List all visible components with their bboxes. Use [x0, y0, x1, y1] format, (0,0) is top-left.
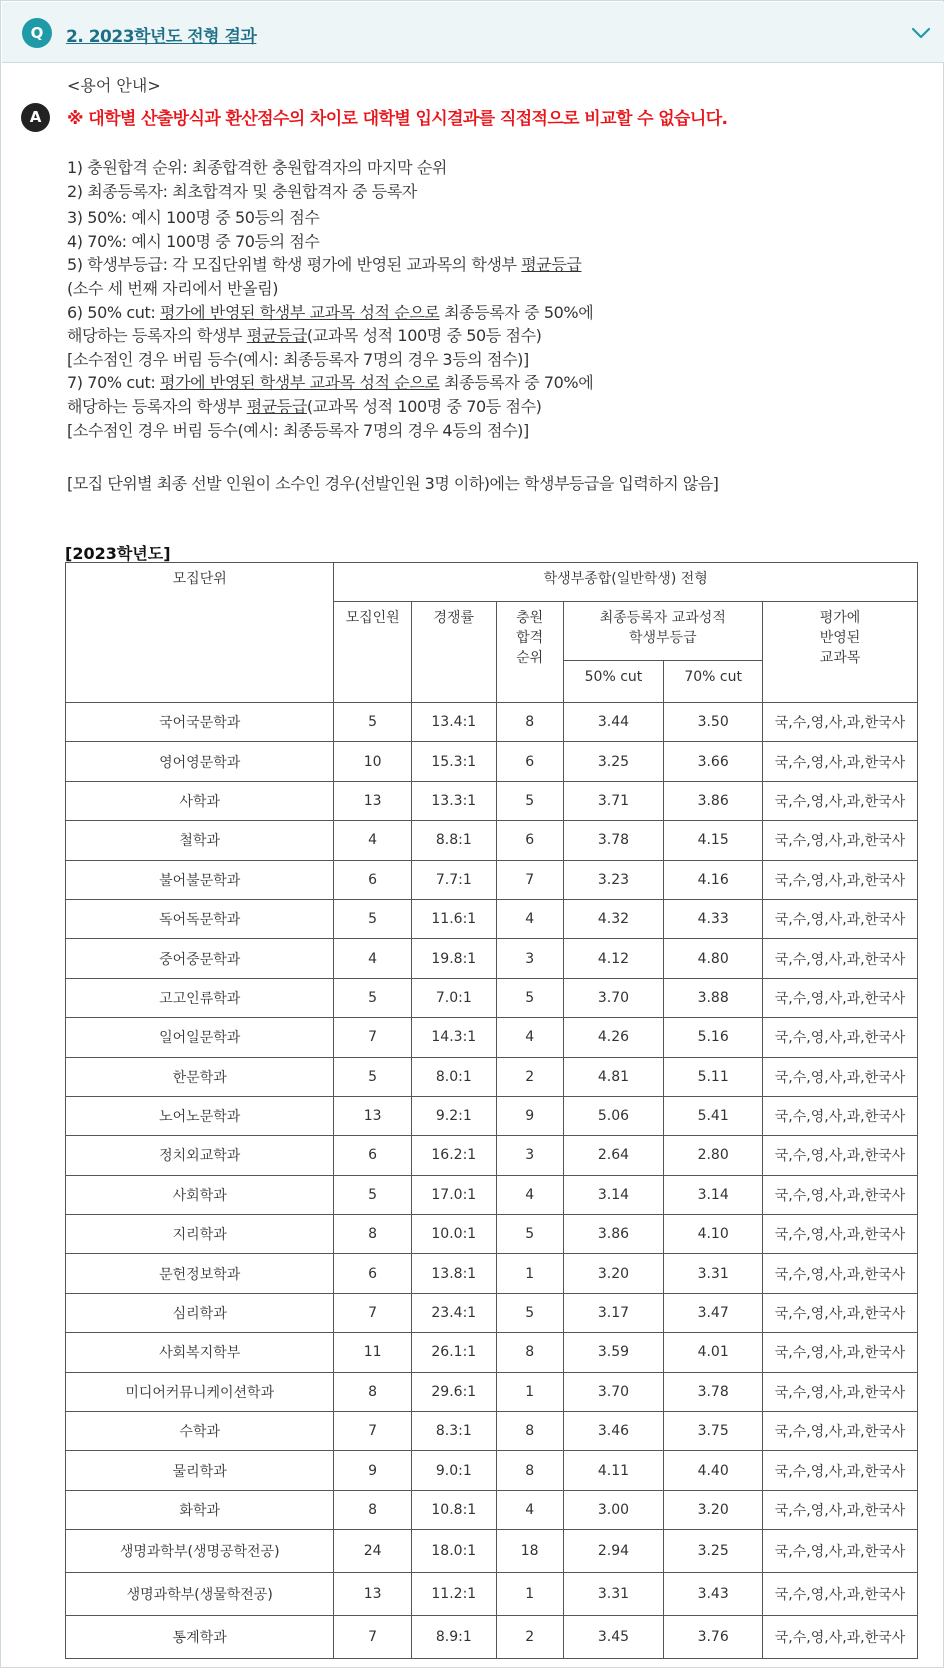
- cell-quota: 4: [334, 821, 411, 860]
- question-badge: Q: [22, 18, 52, 48]
- cell-ratio: 19.8:1: [411, 939, 496, 978]
- cell-subjects: 국,수,영,사,과,한국사: [763, 821, 918, 860]
- cell-rank: 4: [496, 1175, 563, 1214]
- cell-quota: 5: [334, 1175, 411, 1214]
- cell-rank: 6: [496, 821, 563, 860]
- cell-subjects: 국,수,영,사,과,한국사: [763, 1573, 918, 1616]
- chevron-down-icon[interactable]: [910, 22, 932, 44]
- term-6-detail: 해당하는 등록자의 학생부 평균등급(교과목 성적 100명 중 50등 점수): [67, 326, 542, 346]
- cell-cut70: 3.43: [664, 1573, 763, 1616]
- cell-quota: 24: [334, 1530, 411, 1573]
- cell-cut70: 4.80: [664, 939, 763, 978]
- cell-unit: 독어독문학과: [66, 899, 334, 938]
- cell-unit: 생명과학부(생물학전공): [66, 1573, 334, 1616]
- cell-cut70: 4.15: [664, 821, 763, 860]
- cell-subjects: 국,수,영,사,과,한국사: [763, 1333, 918, 1372]
- cell-rank: 2: [496, 1616, 563, 1659]
- table-row: [66, 1530, 918, 1573]
- cell-cut50: 3.31: [563, 1573, 664, 1616]
- cell-rank: 18: [496, 1530, 563, 1573]
- cell-unit: 사회학과: [66, 1175, 334, 1214]
- cell-unit: 한문학과: [66, 1057, 334, 1096]
- cell-cut50: 3.23: [563, 860, 664, 899]
- cell-rank: 4: [496, 1018, 563, 1057]
- cell-ratio: 17.0:1: [411, 1175, 496, 1214]
- header-ratio: 경쟁률: [411, 602, 496, 703]
- cell-quota: 6: [334, 860, 411, 899]
- table-row: [66, 1412, 918, 1451]
- cell-cut50: 5.06: [563, 1096, 664, 1135]
- cell-cut50: 3.70: [563, 978, 664, 1017]
- cell-ratio: 10.0:1: [411, 1215, 496, 1254]
- cell-cut70: 4.01: [664, 1333, 763, 1372]
- cell-subjects: 국,수,영,사,과,한국사: [763, 1293, 918, 1332]
- term-4: 4) 70%: 예시 100명 중 70등의 점수: [67, 231, 320, 251]
- header-subjects: 평가에 반영된 교과목: [763, 602, 918, 703]
- cell-quota: 6: [334, 1136, 411, 1175]
- terms-list: [67, 156, 593, 442]
- cell-unit: 불어불문학과: [66, 860, 334, 899]
- term-6-note: [소수점인 경우 버림 등수(예시: 최종등록자 7명의 경우 3등의 점수)]: [67, 349, 529, 369]
- cell-cut50: 4.26: [563, 1018, 664, 1057]
- cell-cut70: 3.50: [664, 703, 763, 742]
- cell-ratio: 18.0:1: [411, 1530, 496, 1573]
- table-row: [66, 742, 918, 781]
- table-row: [66, 1372, 918, 1411]
- cell-cut50: 2.64: [563, 1136, 664, 1175]
- cell-ratio: 16.2:1: [411, 1136, 496, 1175]
- cell-rank: 1: [496, 1372, 563, 1411]
- cell-cut50: 4.12: [563, 939, 664, 978]
- cell-quota: 5: [334, 978, 411, 1017]
- cell-rank: 4: [496, 899, 563, 938]
- table-row: [66, 821, 918, 860]
- cell-cut70: 3.75: [664, 1412, 763, 1451]
- cell-cut50: 3.20: [563, 1254, 664, 1293]
- cell-ratio: 8.8:1: [411, 821, 496, 860]
- term-7: 7) 70% cut: 평가에 반영된 학생부 교과목 성적 순으로 최종등록자 중 70%에: [67, 373, 594, 393]
- warning-text: ※ 대학별 산출방식과 환산점수의 차이로 대학별 입시결과를 직접적으로 비교할 수 없습니다.: [67, 109, 728, 129]
- term-1: 1) 충원합격 순위: 최종합격한 충원합격자의 마지막 순위: [67, 158, 447, 177]
- cell-cut50: 3.78: [563, 821, 664, 860]
- cell-rank: 6: [496, 742, 563, 781]
- term-5-note: (소수 세 번째 자리에서 반올림): [67, 278, 279, 298]
- cell-quota: 13: [334, 781, 411, 820]
- table-row: [66, 978, 918, 1017]
- table-row: [66, 781, 918, 820]
- cell-cut50: 4.81: [563, 1057, 664, 1096]
- cell-rank: 5: [496, 1215, 563, 1254]
- cell-cut70: 3.31: [664, 1254, 763, 1293]
- cell-cut70: 5.11: [664, 1057, 763, 1096]
- table-row: [66, 939, 918, 978]
- cell-subjects: 국,수,영,사,과,한국사: [763, 1215, 918, 1254]
- cell-ratio: 13.4:1: [411, 703, 496, 742]
- cell-subjects: 국,수,영,사,과,한국사: [763, 1018, 918, 1057]
- cell-cut50: 3.44: [563, 703, 664, 742]
- cell-rank: 5: [496, 781, 563, 820]
- cell-cut50: 3.45: [563, 1616, 664, 1659]
- term-6: 6) 50% cut: 평가에 반영된 학생부 교과목 성적 순으로 최종등록자 중 50%에: [67, 302, 594, 322]
- cell-cut70: 3.66: [664, 742, 763, 781]
- cell-subjects: 국,수,영,사,과,한국사: [763, 1175, 918, 1214]
- header-quota: 모집인원: [334, 602, 411, 703]
- cell-subjects: 국,수,영,사,과,한국사: [763, 978, 918, 1017]
- cell-subjects: 국,수,영,사,과,한국사: [763, 1372, 918, 1411]
- table-row: [66, 1451, 918, 1490]
- cell-quota: 5: [334, 1057, 411, 1096]
- cell-quota: 7: [334, 1616, 411, 1659]
- cell-rank: 5: [496, 978, 563, 1017]
- cell-cut50: 3.70: [563, 1372, 664, 1411]
- cell-unit: 생명과학부(생명공학전공): [66, 1530, 334, 1573]
- cell-ratio: 9.2:1: [411, 1096, 496, 1135]
- cell-cut50: 3.71: [563, 781, 664, 820]
- cell-subjects: 국,수,영,사,과,한국사: [763, 860, 918, 899]
- cell-ratio: 13.3:1: [411, 781, 496, 820]
- cell-cut70: 3.88: [664, 978, 763, 1017]
- table-row: [66, 1057, 918, 1096]
- cell-subjects: 국,수,영,사,과,한국사: [763, 703, 918, 742]
- table-row: [66, 703, 918, 742]
- cell-quota: 10: [334, 742, 411, 781]
- cell-unit: 지리학과: [66, 1215, 334, 1254]
- cell-rank: 1: [496, 1573, 563, 1616]
- cell-rank: 4: [496, 1490, 563, 1529]
- cell-rank: 8: [496, 1412, 563, 1451]
- table-row: [66, 1096, 918, 1135]
- cell-ratio: 8.9:1: [411, 1616, 496, 1659]
- cell-subjects: 국,수,영,사,과,한국사: [763, 1412, 918, 1451]
- cell-subjects: 국,수,영,사,과,한국사: [763, 899, 918, 938]
- cell-quota: 8: [334, 1490, 411, 1529]
- cell-quota: 4: [334, 939, 411, 978]
- table-row: [66, 1018, 918, 1057]
- question-title[interactable]: 2. 2023학년도 전형 결과: [66, 27, 257, 47]
- cell-ratio: 8.3:1: [411, 1412, 496, 1451]
- cell-ratio: 10.8:1: [411, 1490, 496, 1529]
- cell-unit: 심리학과: [66, 1293, 334, 1332]
- cell-rank: 8: [496, 703, 563, 742]
- cell-unit: 고고인류학과: [66, 978, 334, 1017]
- terms-heading: <용어 안내>: [67, 76, 161, 95]
- cell-unit: 정치외교학과: [66, 1136, 334, 1175]
- cell-rank: 3: [496, 1136, 563, 1175]
- cell-cut50: 4.32: [563, 899, 664, 938]
- cell-unit: 국어국문학과: [66, 703, 334, 742]
- cell-unit: 미디어커뮤니케이션학과: [66, 1372, 334, 1411]
- header-rank: 충원 합격 순위: [496, 602, 563, 703]
- cell-rank: 7: [496, 860, 563, 899]
- cell-rank: 5: [496, 1293, 563, 1332]
- table-row: [66, 1136, 918, 1175]
- table-row: [66, 1175, 918, 1214]
- cell-quota: 5: [334, 703, 411, 742]
- table-row: [66, 1616, 918, 1659]
- cell-cut70: 4.10: [664, 1215, 763, 1254]
- cell-cut70: 4.40: [664, 1451, 763, 1490]
- cell-rank: 8: [496, 1333, 563, 1372]
- cell-ratio: 23.4:1: [411, 1293, 496, 1332]
- cell-ratio: 9.0:1: [411, 1451, 496, 1490]
- cell-subjects: 국,수,영,사,과,한국사: [763, 1490, 918, 1529]
- cell-subjects: 국,수,영,사,과,한국사: [763, 1254, 918, 1293]
- answer-badge: A: [21, 103, 50, 132]
- header-unit: 모집단위: [66, 563, 334, 703]
- cell-cut50: 3.14: [563, 1175, 664, 1214]
- cell-cut70: 3.86: [664, 781, 763, 820]
- table-row: [66, 1333, 918, 1372]
- cell-quota: 6: [334, 1254, 411, 1293]
- cell-cut70: 3.78: [664, 1372, 763, 1411]
- cell-subjects: 국,수,영,사,과,한국사: [763, 1451, 918, 1490]
- cell-cut70: 3.47: [664, 1293, 763, 1332]
- results-body: [66, 703, 918, 1659]
- cell-cut70: 3.76: [664, 1616, 763, 1659]
- cell-cut70: 3.14: [664, 1175, 763, 1214]
- cell-cut50: 2.94: [563, 1530, 664, 1573]
- term-7-note: [소수점인 경우 버림 등수(예시: 최종등록자 7명의 경우 4등의 점수)]: [67, 420, 529, 440]
- cell-ratio: 14.3:1: [411, 1018, 496, 1057]
- cell-unit: 일어일문학과: [66, 1018, 334, 1057]
- term-5: 5) 학생부등급: 각 모집단위별 학생 평가에 반영된 교과목의 학생부 평균등급: [67, 255, 582, 275]
- cell-cut70: 3.25: [664, 1530, 763, 1573]
- cell-unit: 영어영문학과: [66, 742, 334, 781]
- table-row: [66, 860, 918, 899]
- cell-unit: 통계학과: [66, 1616, 334, 1659]
- cell-quota: 5: [334, 899, 411, 938]
- question-header[interactable]: [2, 2, 944, 63]
- cell-ratio: 7.0:1: [411, 978, 496, 1017]
- cell-rank: 8: [496, 1451, 563, 1490]
- cell-ratio: 11.6:1: [411, 899, 496, 938]
- cell-cut70: 5.16: [664, 1018, 763, 1057]
- cell-quota: 8: [334, 1372, 411, 1411]
- table-row: [66, 1573, 918, 1616]
- cell-cut50: 3.00: [563, 1490, 664, 1529]
- cell-cut70: 4.16: [664, 860, 763, 899]
- cell-ratio: 15.3:1: [411, 742, 496, 781]
- cell-subjects: 국,수,영,사,과,한국사: [763, 939, 918, 978]
- cell-subjects: 국,수,영,사,과,한국사: [763, 1096, 918, 1135]
- cell-cut50: 3.59: [563, 1333, 664, 1372]
- cell-cut70: 4.33: [664, 899, 763, 938]
- term-3: 3) 50%: 예시 100명 중 50등의 점수: [67, 208, 320, 228]
- cell-unit: 철학과: [66, 821, 334, 860]
- cell-cut70: 2.80: [664, 1136, 763, 1175]
- cell-rank: 1: [496, 1254, 563, 1293]
- year-heading: [2023학년도]: [65, 544, 171, 563]
- cell-subjects: 국,수,영,사,과,한국사: [763, 1057, 918, 1096]
- cell-quota: 13: [334, 1096, 411, 1135]
- cell-unit: 수학과: [66, 1412, 334, 1451]
- table-row: [66, 1254, 918, 1293]
- cell-cut50: 4.11: [563, 1451, 664, 1490]
- cell-subjects: 국,수,영,사,과,한국사: [763, 1136, 918, 1175]
- cell-ratio: 11.2:1: [411, 1573, 496, 1616]
- cell-cut50: 3.86: [563, 1215, 664, 1254]
- cell-unit: 물리학과: [66, 1451, 334, 1490]
- header-cut50: 50% cut: [563, 661, 664, 703]
- cell-quota: 11: [334, 1333, 411, 1372]
- cell-cut50: 3.46: [563, 1412, 664, 1451]
- cell-subjects: 국,수,영,사,과,한국사: [763, 781, 918, 820]
- table-row: [66, 899, 918, 938]
- cell-quota: 9: [334, 1451, 411, 1490]
- cell-ratio: 29.6:1: [411, 1372, 496, 1411]
- cell-rank: 9: [496, 1096, 563, 1135]
- cell-unit: 노어노문학과: [66, 1096, 334, 1135]
- selection-footnote: [모집 단위별 최종 선발 인원이 소수인 경우(선발인원 3명 이하)에는 학생부등급을 입력하지 않음]: [67, 474, 719, 493]
- cell-unit: 문헌정보학과: [66, 1254, 334, 1293]
- cell-cut70: 5.41: [664, 1096, 763, 1135]
- cell-cut70: 3.20: [664, 1490, 763, 1529]
- cell-unit: 사회복지학부: [66, 1333, 334, 1372]
- table-row: [66, 1490, 918, 1529]
- table-row: [66, 1293, 918, 1332]
- term-2: 2) 최종등록자: 최초합격자 및 충원합격자 중 등록자: [67, 181, 417, 201]
- cell-cut50: 3.25: [563, 742, 664, 781]
- cell-cut50: 3.17: [563, 1293, 664, 1332]
- header-grade: 최종등록자 교과성적 학생부등급: [563, 602, 762, 661]
- cell-ratio: 8.0:1: [411, 1057, 496, 1096]
- cell-ratio: 7.7:1: [411, 860, 496, 899]
- cell-quota: 7: [334, 1412, 411, 1451]
- cell-subjects: 국,수,영,사,과,한국사: [763, 742, 918, 781]
- cell-quota: 7: [334, 1293, 411, 1332]
- cell-quota: 7: [334, 1018, 411, 1057]
- cell-ratio: 26.1:1: [411, 1333, 496, 1372]
- header-cut70: 70% cut: [664, 661, 763, 703]
- cell-ratio: 13.8:1: [411, 1254, 496, 1293]
- cell-rank: 2: [496, 1057, 563, 1096]
- cell-subjects: 국,수,영,사,과,한국사: [763, 1616, 918, 1659]
- admission-results-table: [65, 562, 918, 1659]
- cell-unit: 중어중문학과: [66, 939, 334, 978]
- header-track: 학생부종합(일반학생) 전형: [334, 563, 918, 602]
- table-row: [66, 1215, 918, 1254]
- cell-subjects: 국,수,영,사,과,한국사: [763, 1530, 918, 1573]
- cell-rank: 3: [496, 939, 563, 978]
- cell-quota: 13: [334, 1573, 411, 1616]
- term-7-detail: 해당하는 등록자의 학생부 평균등급(교과목 성적 100명 중 70등 점수): [67, 396, 542, 416]
- cell-unit: 화학과: [66, 1490, 334, 1529]
- cell-unit: 사학과: [66, 781, 334, 820]
- cell-quota: 8: [334, 1215, 411, 1254]
